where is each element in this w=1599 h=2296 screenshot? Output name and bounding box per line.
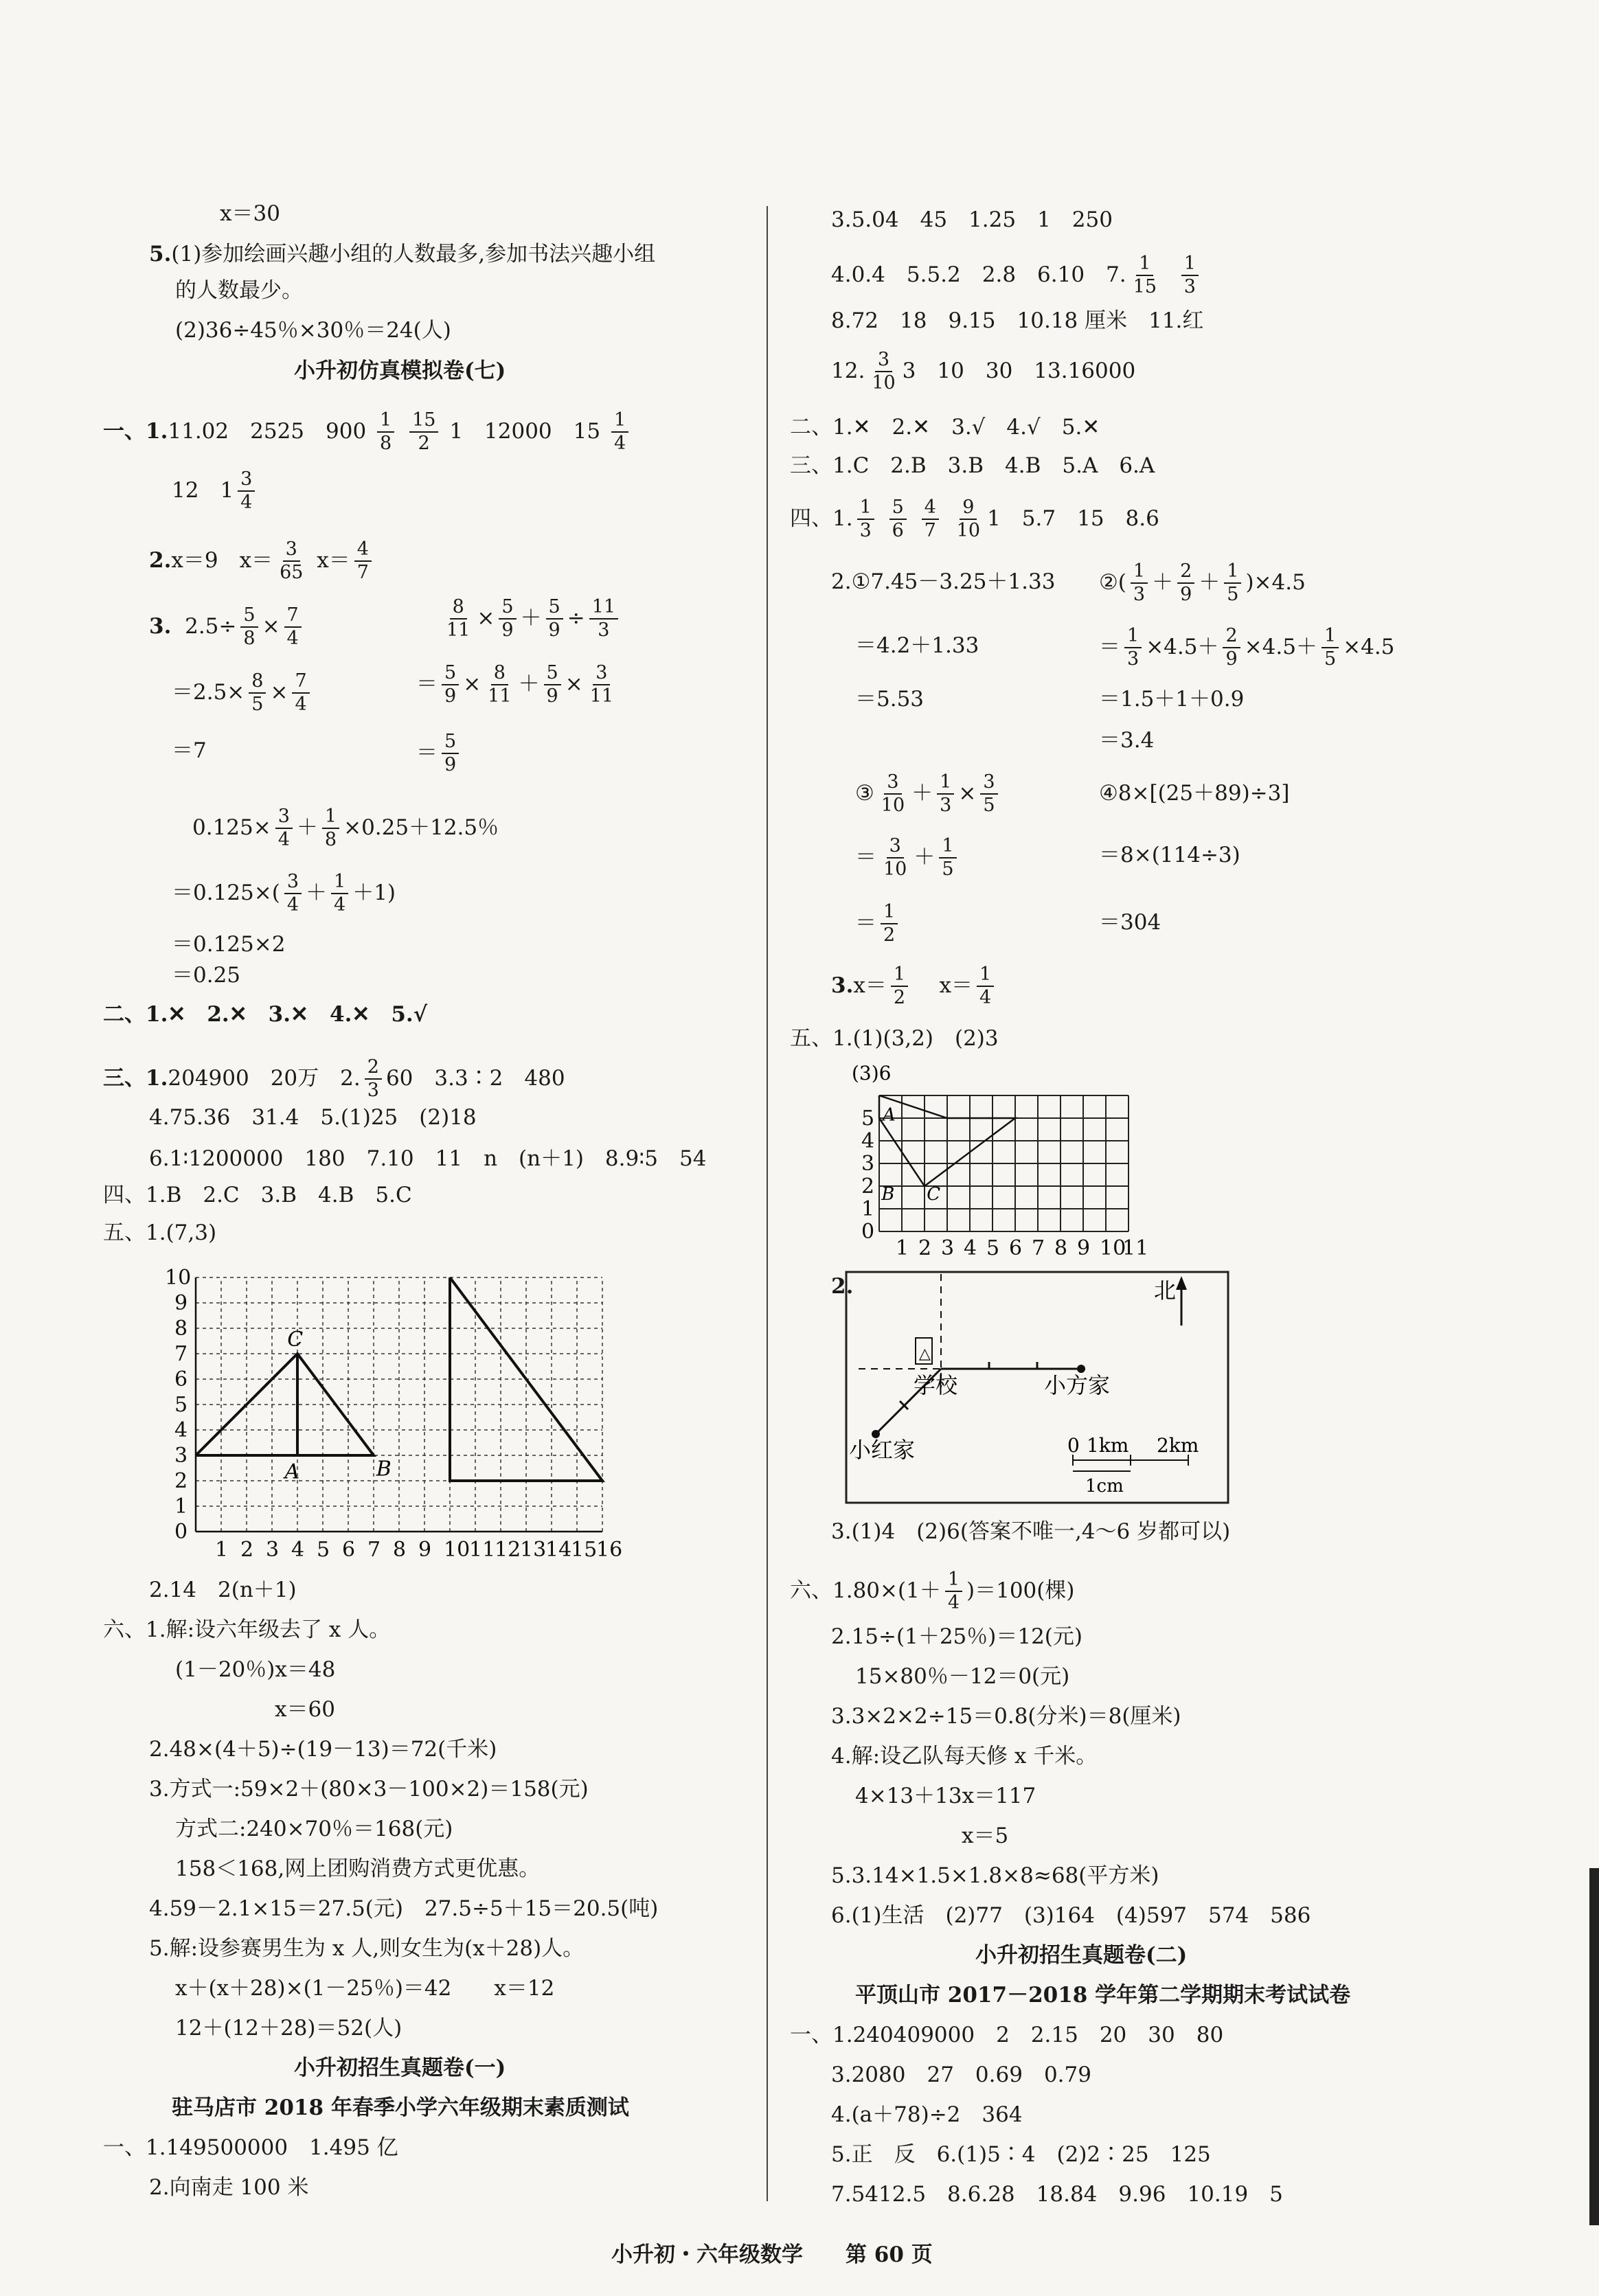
- fraction: $\frac{1}{3}$: [1124, 626, 1142, 670]
- answer-line: 3.2080 27 0.69 0.79: [831, 2062, 1091, 2087]
- fraction: $\frac{1}{4}$: [611, 411, 628, 454]
- x-tick-label: 16: [596, 1538, 623, 1562]
- y-tick-label: 5: [861, 1106, 875, 1130]
- x-tick-label: 5: [986, 1236, 1000, 1255]
- north-arrow-head: [1176, 1276, 1187, 1290]
- answer-line: 2.向南走 100 米: [149, 2175, 309, 2200]
- fraction: $\frac{5}{9}$: [442, 663, 459, 707]
- fraction: $\frac{5}{9}$: [544, 663, 561, 707]
- fraction: $\frac{5}{8}$: [240, 606, 258, 649]
- answer-line: 2.48×(4＋5)÷(19－13)＝72(千米): [149, 1737, 497, 1762]
- text: x＝9 x＝: [171, 547, 273, 573]
- fraction: $\frac{8}{11}$: [488, 662, 512, 707]
- answer-line: 方式二:240×70％＝168(元): [175, 1817, 453, 1841]
- calc-line: [149, 606, 306, 649]
- answer-line: [103, 1058, 565, 1101]
- text: ＝0.125×(: [172, 880, 280, 905]
- answer-line: 15×80％－12＝0(元): [855, 1664, 1070, 1689]
- y-tick-label: 10: [165, 1266, 192, 1290]
- calc-line: [1099, 562, 1306, 605]
- fraction: $\frac{11}{3}$: [589, 598, 618, 641]
- x-tick-label: 6: [342, 1538, 356, 1562]
- scale-1km: 1km: [1087, 1434, 1129, 1457]
- y-tick-label: 9: [174, 1291, 188, 1315]
- section-title: 小升初招生真题卷(一): [294, 2056, 506, 2080]
- answer-line: [831, 965, 998, 1008]
- calc-line: ＝8×(114÷3): [1099, 843, 1240, 867]
- y-tick-label: 0: [174, 1520, 188, 1544]
- fraction: $\frac{1}{4}$: [977, 965, 994, 1008]
- text: ×4.5: [1343, 634, 1395, 659]
- item-number: 一、1.: [103, 418, 168, 444]
- section-subtitle: 平顶山市 2017－2018 学年第二学期期末考试试卷: [855, 1983, 1351, 2008]
- fraction: $\frac{1}{5}$: [939, 837, 956, 880]
- xiaofang-label: 小方家: [1044, 1372, 1111, 1398]
- calc-line: [1099, 626, 1394, 670]
- text: 12 1: [172, 477, 234, 503]
- answer-line: [831, 350, 1135, 394]
- text: 四、1.: [790, 505, 853, 531]
- text: ×0.25＋12.5％: [343, 815, 499, 840]
- x-tick-label: 4: [964, 1236, 977, 1255]
- fraction: $\frac{3}{10}$: [883, 835, 907, 880]
- text: ＝: [855, 910, 876, 935]
- x-tick-label: 6: [1009, 1236, 1023, 1255]
- y-tick-label: 3: [174, 1444, 188, 1468]
- fraction: $\frac{1}{5}$: [1224, 562, 1241, 605]
- x-tick-label: 10: [1100, 1236, 1126, 1255]
- answer-line: 4.解:设乙队每天修 x 千米。: [831, 1744, 1098, 1769]
- scale-0: 0: [1067, 1434, 1080, 1457]
- x-tick-label: 13: [520, 1538, 547, 1562]
- label-b: B: [376, 1457, 392, 1481]
- section-subtitle: 驻马店市 2018 年春季小学六年级期末素质测试: [172, 2095, 629, 2120]
- answer-line: 四、1.B 2.C 3.B 4.B 5.C: [103, 1183, 412, 1207]
- fraction: $\frac{3}{10}$: [881, 771, 905, 817]
- x-tick-label: 11: [1122, 1236, 1149, 1255]
- text: 4.0.4 5.5.2 2.8 6.10 7.: [831, 262, 1126, 287]
- calc-line: ＝1.5＋1＋0.9: [1099, 687, 1245, 712]
- fraction: $\frac{1}{3}$: [857, 498, 874, 541]
- x-tick-label: 15: [571, 1538, 598, 1562]
- fraction: $\frac{4}{7}$: [354, 540, 372, 583]
- x-tick-label: 4: [291, 1538, 305, 1562]
- fraction: $\frac{3}{10}$: [872, 349, 896, 394]
- answer-line: 2.14 2(n＋1): [149, 1578, 297, 1602]
- calc-line: ④8×[(25＋89)÷3]: [1099, 781, 1290, 806]
- op: ＋: [1199, 569, 1221, 595]
- answer-line: 4×13＋13x＝117: [855, 1784, 1036, 1808]
- y-tick-label: 5: [174, 1393, 188, 1417]
- fraction: $\frac{5}{9}$: [499, 598, 516, 641]
- fraction: $\frac{1}{2}$: [891, 965, 908, 1008]
- section-title: 小升初招生真题卷(二): [975, 1943, 1188, 1968]
- item-number: 2.: [149, 547, 172, 573]
- calc-line: [440, 598, 622, 641]
- fraction: $\frac{8}{5}$: [249, 672, 266, 715]
- x-tick-label: 5: [317, 1538, 330, 1562]
- fraction: $\frac{2}{9}$: [1177, 562, 1194, 605]
- answer-line: [149, 540, 376, 583]
- answer-line: 五、1.(1)(3,2) (2)3: [790, 1026, 999, 1051]
- answer-line: 12＋(12＋28)＝52(人): [175, 2016, 402, 2041]
- x-tick-label: 7: [367, 1538, 381, 1562]
- calc-line: ＝0.25: [172, 963, 241, 988]
- op: ÷: [567, 605, 585, 630]
- fraction: $\frac{3}{4}$: [275, 807, 293, 850]
- school-label: 学校: [914, 1372, 958, 1398]
- answer-line: [790, 1570, 1074, 1613]
- fraction: $\frac{2}{9}$: [1223, 626, 1240, 670]
- text: 60 3.3∶2 480: [385, 1065, 565, 1091]
- text: ③: [855, 780, 874, 806]
- label-c: C: [287, 1327, 304, 1352]
- fraction: $\frac{1}{8}$: [322, 807, 339, 850]
- item-number: 2.: [831, 1274, 854, 1299]
- fraction: $\frac{1}{15}$: [1133, 253, 1157, 298]
- text: (1)参加绘画兴趣小组的人数最多,参加书法兴趣小组: [171, 242, 656, 266]
- text: 0.125×: [192, 815, 271, 840]
- calc-line: 2.①7.45－3.25＋1.33: [831, 569, 1056, 594]
- text: ＝: [416, 671, 438, 696]
- answer-line: 3.5.04 45 1.25 1 250: [831, 207, 1113, 232]
- text: 1 5.7 15 8.6: [987, 505, 1159, 531]
- calc-line: ＝5.53: [855, 687, 925, 712]
- fraction: $\frac{15}{2}$: [409, 411, 438, 454]
- text: ＝: [855, 844, 876, 869]
- answer-line: 二、1.✕ 2.✕ 3.√ 4.√ 5.✕: [790, 415, 1100, 440]
- answer-line: [790, 498, 1159, 541]
- column-divider: [767, 206, 768, 2201]
- op: ×: [270, 679, 288, 705]
- text: x＝: [317, 547, 350, 573]
- y-label-6: (3)6: [852, 1063, 892, 1084]
- fraction: $\frac{1}{3}$: [1131, 562, 1148, 605]
- op: ＋: [914, 844, 935, 869]
- fraction: $\frac{5}{9}$: [546, 598, 563, 641]
- fraction: $\frac{5}{9}$: [442, 732, 459, 775]
- item-number: 二、1.: [103, 1002, 168, 1027]
- text-line: x＝30: [220, 201, 280, 226]
- scan-edge: [1589, 1868, 1599, 2225]
- text: ×4.5＋: [1146, 634, 1219, 659]
- answer-line: 158＜168,网上团购消费方式更优惠。: [175, 1856, 541, 1881]
- xiaohong-label: 小红家: [849, 1437, 916, 1463]
- x-tick-label: 14: [545, 1538, 572, 1562]
- answer-line: [103, 1004, 427, 1025]
- answer-line: 7.5412.5 8.6.28 18.84 9.96 10.19 5: [831, 2182, 1283, 2207]
- x-tick-label: 9: [1077, 1236, 1091, 1255]
- y-tick-label: 1: [174, 1494, 188, 1519]
- fraction: $\frac{2}{3}$: [365, 1058, 382, 1101]
- x-tick-label: 10: [444, 1538, 470, 1562]
- fraction: $\frac{3}{11}$: [589, 662, 614, 707]
- text-line: [149, 244, 655, 265]
- fraction: $\frac{3}{5}$: [980, 773, 997, 816]
- item-number: 三、1.: [103, 1065, 168, 1091]
- fraction: $\frac{5}{6}$: [889, 498, 907, 541]
- x-tick-label: 3: [266, 1538, 280, 1562]
- op: ＋: [1152, 569, 1174, 595]
- x-tick-label: 1: [215, 1538, 229, 1562]
- fraction: $\frac{1}{8}$: [377, 411, 394, 454]
- op: ×: [262, 613, 280, 639]
- coordinate-grid-left: [165, 1250, 646, 1566]
- answer-line: x＝60: [275, 1697, 335, 1722]
- answer-line: 3.(1)4 (2)6(答案不唯一,4～6 岁都可以): [831, 1519, 1231, 1544]
- text: ＝2.5×: [172, 679, 245, 705]
- answer-line: 6.(1)生活 (2)77 (3)164 (4)597 574 586: [831, 1903, 1311, 1928]
- label-a: A: [882, 1104, 896, 1126]
- y-tick-label: 1: [861, 1197, 875, 1221]
- calc-line: [172, 872, 396, 916]
- op: ×: [958, 780, 977, 806]
- y-tick-label: 8: [174, 1317, 188, 1341]
- label-a: A: [284, 1459, 300, 1484]
- label-b: B: [881, 1183, 895, 1205]
- answer-line: 2.15÷(1＋25％)＝12(元): [831, 1624, 1082, 1649]
- answer-line: 6.1∶1200000 180 7.10 11 n (n＋1) 8.9∶5 54: [149, 1146, 707, 1171]
- calc-line: ＝304: [1099, 910, 1161, 935]
- map-frame: [846, 1272, 1228, 1503]
- y-tick-label: 0: [861, 1220, 875, 1244]
- fraction: $\frac{1}{5}$: [1322, 626, 1339, 670]
- fraction: $\frac{8}{11}$: [446, 596, 470, 641]
- calc-line: [192, 807, 499, 850]
- op: ＋: [296, 815, 318, 840]
- y-tick-label: 4: [174, 1418, 188, 1442]
- text: 12.: [831, 358, 865, 383]
- calc-line: [172, 672, 314, 715]
- fraction: $\frac{9}{10}$: [956, 497, 981, 542]
- op: ＋: [306, 880, 328, 905]
- x-tick-label: 8: [393, 1538, 407, 1562]
- op: ×: [463, 671, 481, 696]
- x-tick-label: 7: [1032, 1236, 1045, 1255]
- north-label: 北: [1154, 1277, 1177, 1304]
- op: ×: [477, 605, 495, 630]
- calc-line: [416, 663, 620, 707]
- item-number: 3.: [831, 973, 854, 998]
- text: 1 12000 15: [449, 418, 601, 444]
- op: ＋: [911, 780, 933, 806]
- y-tick-label: 2: [174, 1469, 188, 1493]
- fraction: $\frac{3}{4}$: [238, 470, 255, 513]
- answer-line: [172, 470, 259, 513]
- school-icon-glyph: △: [919, 1345, 931, 1363]
- text: ②(: [1099, 569, 1126, 595]
- x-tick-label: 2: [918, 1236, 932, 1255]
- fraction: $\frac{3}{4}$: [284, 872, 302, 916]
- text: ✕ 2.✕ 3.✕ 4.✕ 5.√: [168, 1002, 428, 1027]
- answer-line: 5.解:设参赛男生为 x 人,则女生为(x＋28)人。: [149, 1936, 585, 1961]
- y-tick-label: 7: [174, 1342, 188, 1366]
- answer-line: 4.59－2.1×15＝27.5(元) 27.5÷5＋15＝20.5(吨): [149, 1896, 659, 1921]
- answer-line: 一、1.240409000 2 2.15 20 30 80: [790, 2023, 1224, 2047]
- page-footer: 小升初・六年级数学 第 60 页: [611, 2242, 933, 2267]
- x-tick-label: 1: [896, 1236, 909, 1255]
- x-tick-label: 2: [240, 1538, 254, 1562]
- fraction: $\frac{1}{4}$: [945, 1570, 962, 1613]
- answer-line: 4.75.36 31.4 5.(1)25 (2)18: [149, 1105, 477, 1130]
- answer-line: 六、1.解:设六年级去了 x 人。: [103, 1617, 391, 1642]
- answer-line: x＋(x＋28)×(1－25％)＝42 x＝12: [175, 1976, 555, 2001]
- calc-line: [416, 732, 463, 775]
- text: 204900 20万 2.: [168, 1065, 361, 1091]
- text-line: 的人数最少。: [175, 278, 303, 303]
- coordinate-grid-right: [852, 1063, 1236, 1255]
- calc-line: [855, 837, 961, 880]
- text-line: (2)36÷45％×30％＝24(人): [175, 318, 451, 343]
- calc-line: ＝4.2＋1.33: [855, 633, 979, 658]
- x-tick-label: 9: [418, 1538, 432, 1562]
- text: x＝: [853, 973, 887, 998]
- answer-line: [103, 411, 633, 454]
- scale-2km: 2km: [1157, 1434, 1199, 1457]
- op: ＋: [518, 671, 540, 696]
- answer-line: 5.正 反 6.(1)5∶4 (2)2∶25 125: [831, 2142, 1211, 2167]
- x-tick-label: 12: [495, 1538, 521, 1562]
- answer-line: 8.72 18 9.15 10.18 厘米 11.红: [831, 308, 1204, 333]
- y-tick-label: 4: [861, 1129, 875, 1153]
- op: ＋: [520, 605, 542, 630]
- text: 2.5÷: [185, 613, 237, 639]
- scale-1cm: 1cm: [1085, 1476, 1124, 1497]
- text: ＝: [1099, 634, 1120, 659]
- text: 11.02 2525 900: [168, 418, 367, 444]
- answer-line: 3.3×2×2÷15＝0.8(分米)＝8(厘米): [831, 1704, 1181, 1729]
- text: ＋1): [352, 880, 396, 905]
- answer-line: 3.方式一:59×2＋(80×3－100×2)＝158(元): [149, 1777, 589, 1801]
- answer-line: 4.(a＋78)÷2 364: [831, 2102, 1023, 2127]
- text: ×4.5＋: [1244, 634, 1317, 659]
- item-number: 3.: [149, 613, 172, 639]
- answer-line: [831, 254, 1203, 297]
- fraction: $\frac{1}{4}$: [331, 872, 348, 916]
- x-tick-label: 3: [941, 1236, 955, 1255]
- text: 六、1.80×(1＋: [790, 1578, 941, 1603]
- label-c: C: [927, 1183, 941, 1205]
- fraction: $\frac{4}{7}$: [922, 498, 939, 541]
- fraction: $\frac{7}{4}$: [292, 672, 309, 715]
- answer-line: 五、1.(7,3): [103, 1220, 217, 1245]
- route-map: [845, 1271, 1229, 1511]
- answer-line: (1－20％)x＝48: [175, 1657, 336, 1682]
- text: )＝100(棵): [966, 1578, 1075, 1603]
- text: ＝: [416, 740, 438, 765]
- text: x＝: [939, 973, 973, 998]
- answer-line: 一、1.149500000 1.495 亿: [103, 2135, 398, 2160]
- calc-line: ＝3.4: [1099, 728, 1155, 753]
- answer-line: 三、1.C 2.B 3.B 4.B 5.A 6.A: [790, 453, 1155, 478]
- fraction: $\frac{1}{3}$: [1181, 254, 1199, 297]
- text: )×4.5: [1245, 569, 1306, 595]
- fraction: $\frac{7}{4}$: [284, 606, 302, 649]
- answer-line: 5.3.14×1.5×1.8×8≈68(平方米): [831, 1863, 1159, 1888]
- x-tick-label: 11: [469, 1538, 496, 1562]
- calc-line: ＝7: [172, 738, 207, 763]
- item-number: 5.: [149, 242, 172, 266]
- fraction: $\frac{1}{3}$: [937, 773, 954, 816]
- fraction: $\frac{1}{2}$: [881, 902, 898, 946]
- text: 3 10 30 13.16000: [902, 358, 1136, 383]
- calc-line: [855, 902, 902, 946]
- calc-line: [855, 773, 1002, 816]
- x-tick-label: 8: [1054, 1236, 1068, 1255]
- y-tick-label: 6: [174, 1367, 188, 1391]
- y-tick-label: 2: [861, 1174, 875, 1198]
- y-tick-label: 3: [861, 1152, 875, 1176]
- fraction: $\frac{3}{65}$: [280, 538, 304, 584]
- op: ×: [565, 671, 583, 696]
- section-title: 小升初仿真模拟卷(七): [294, 359, 506, 383]
- answer-line: x＝5: [962, 1823, 1009, 1848]
- calc-line: ＝0.125×2: [172, 932, 286, 957]
